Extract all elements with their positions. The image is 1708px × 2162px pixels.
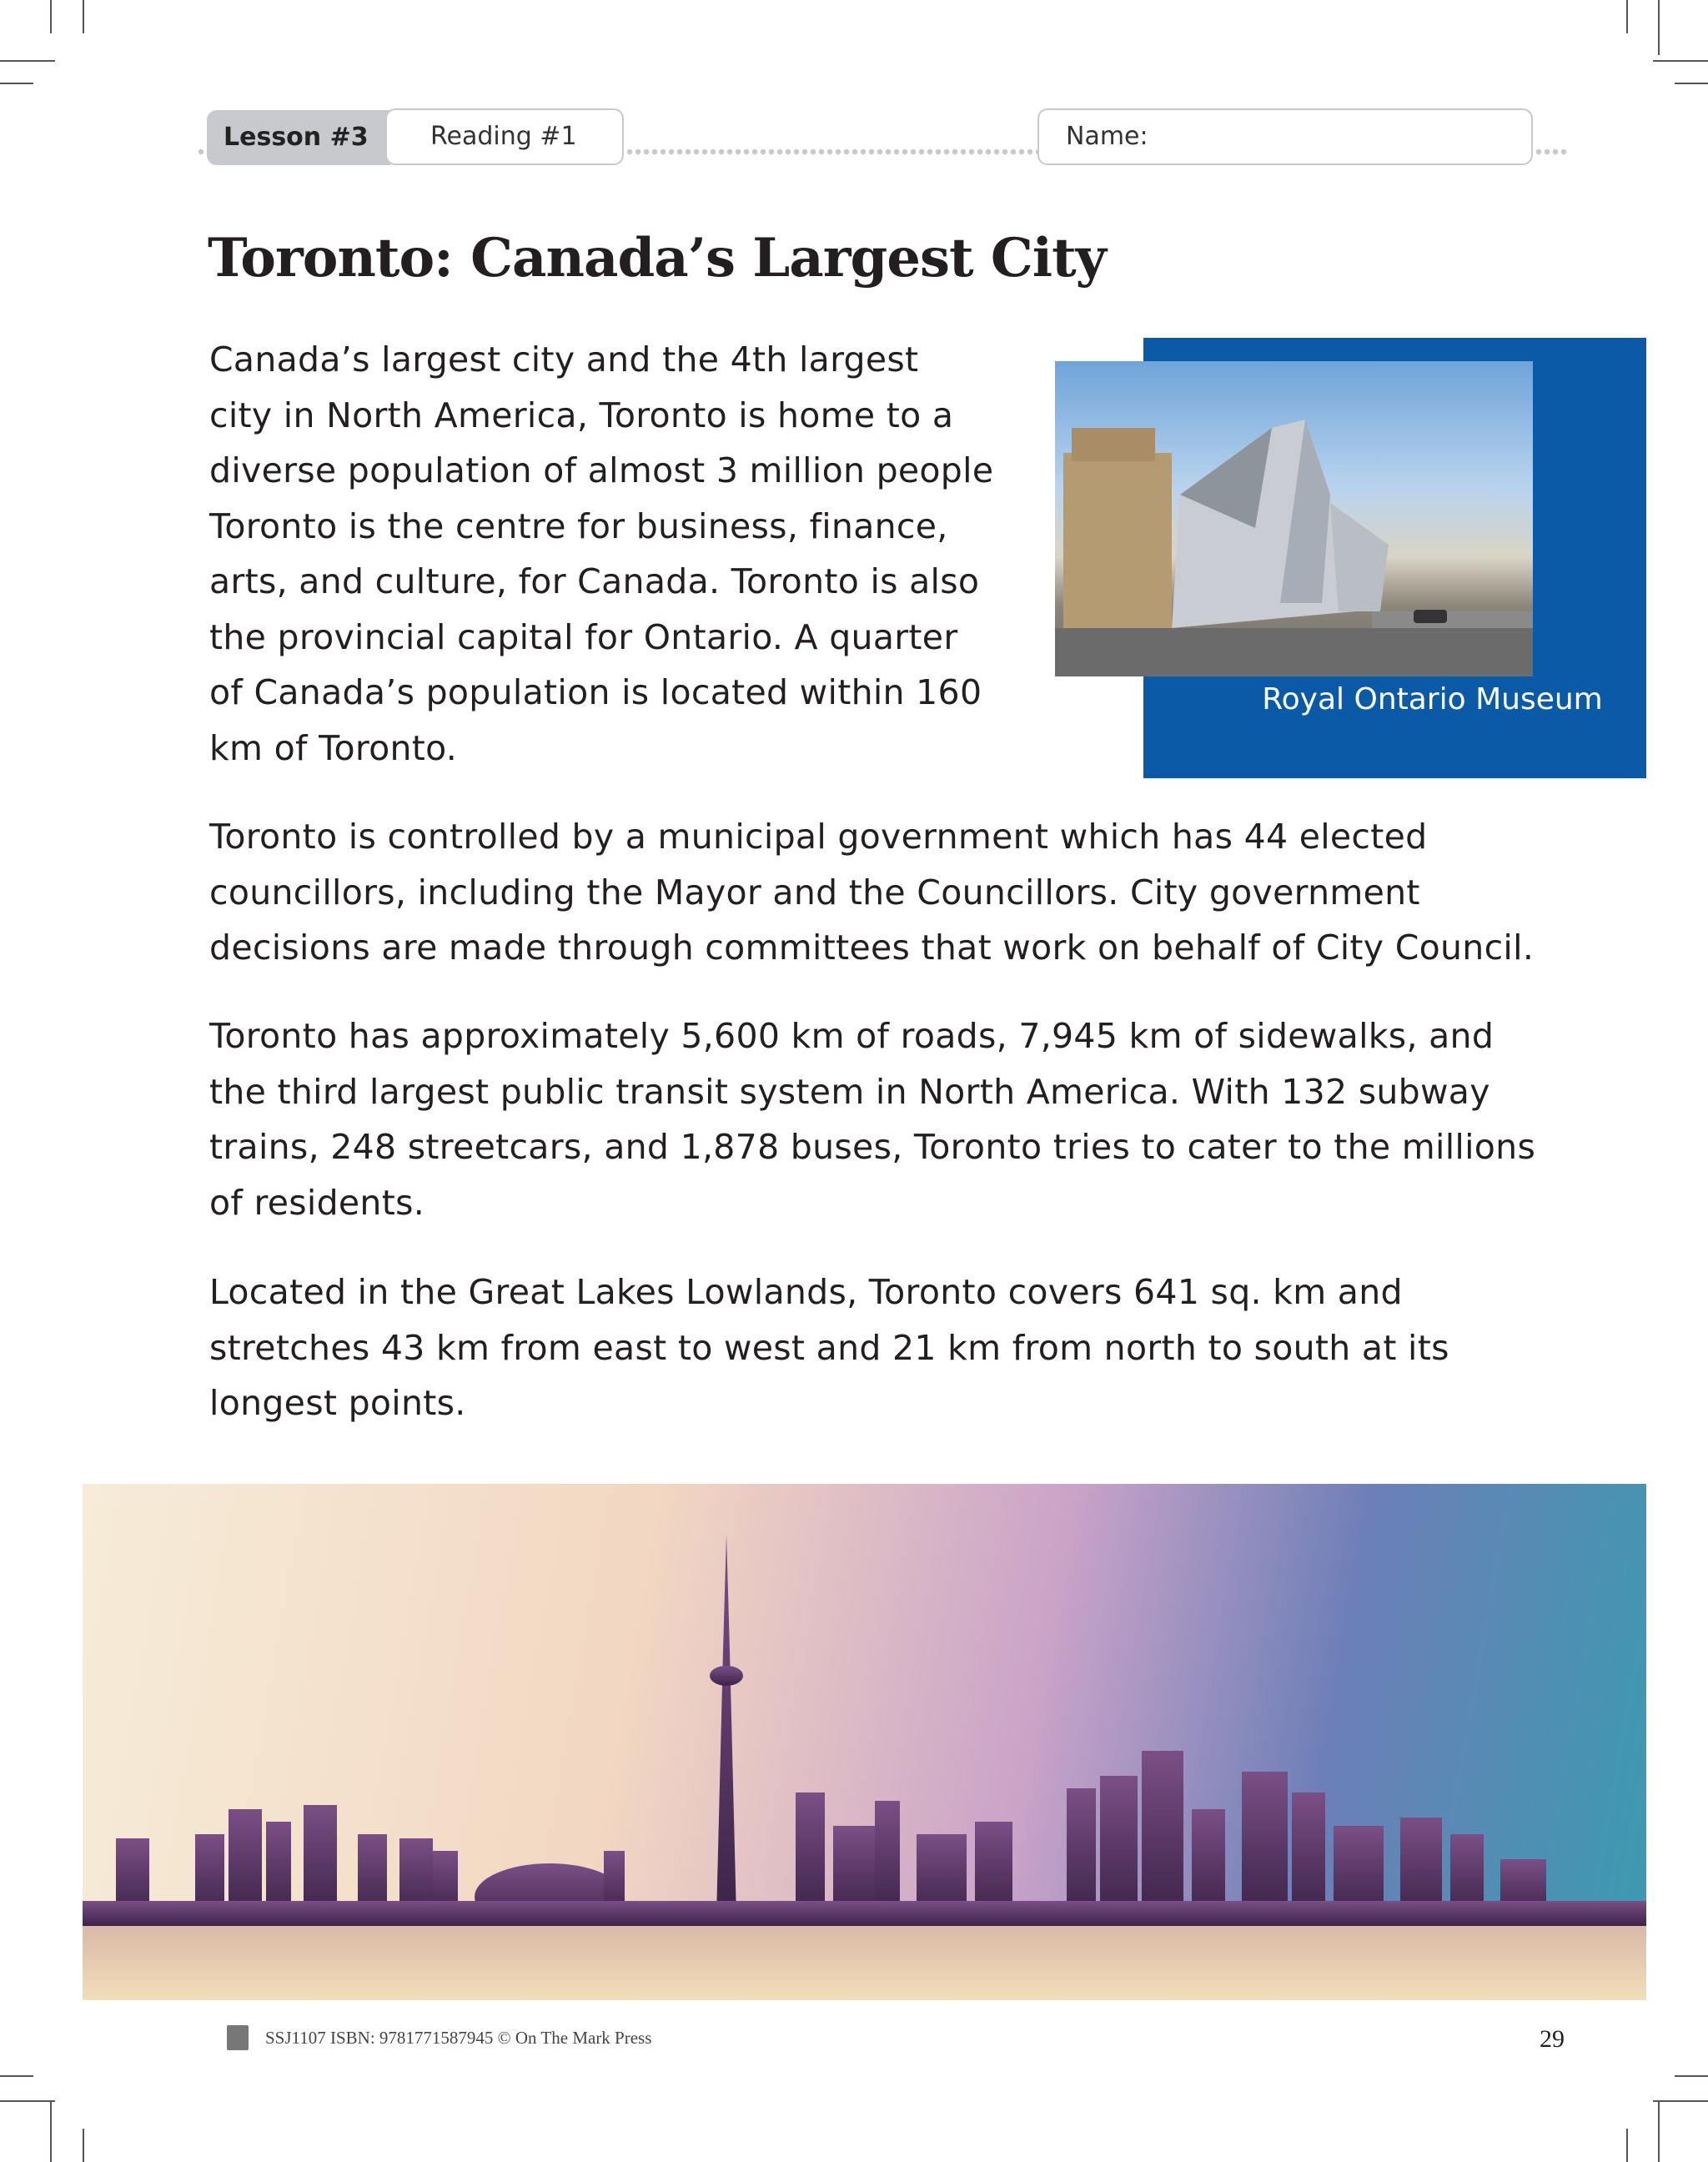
crop-mark xyxy=(0,2075,33,2077)
paragraph-2 xyxy=(209,809,1534,976)
text-line: the provincial capital for Ontario. A quarter xyxy=(209,616,958,657)
text-line: the third largest public transit system in North America. With 132 subway xyxy=(209,1071,1490,1112)
lesson-tab: Lesson #3 xyxy=(207,110,390,165)
dotted-line xyxy=(1535,148,1570,155)
crop-mark xyxy=(0,2100,55,2102)
crop-mark xyxy=(1675,2075,1708,2077)
crop-mark xyxy=(0,60,55,62)
book-icon xyxy=(227,2025,249,2050)
paragraph-4 xyxy=(209,1265,1449,1431)
text-line: city in North America, Toronto is home to a xyxy=(209,395,954,435)
name-field[interactable] xyxy=(1037,108,1533,165)
text-line: Toronto is the centre for business, finance, xyxy=(209,505,948,546)
text-line: stretches 43 km from east to west and 21 km from north to south at its xyxy=(209,1327,1449,1368)
footer-copyright: SSJ1107 ISBN: 9781771587945 © On The Mark Press xyxy=(265,2028,652,2048)
crop-mark xyxy=(0,83,33,84)
text-line: arts, and culture, for Canada. Toronto is also xyxy=(209,561,980,601)
page-title: Toronto: Canada’s Largest City xyxy=(208,227,1106,289)
text-line: of residents. xyxy=(209,1182,425,1223)
paragraph-1 xyxy=(209,332,993,776)
crop-mark xyxy=(83,2129,84,2162)
crop-mark xyxy=(1653,2100,1708,2102)
text-line: of Canada’s population is located within 160 xyxy=(209,672,982,712)
text-line: Toronto is controlled by a municipal government which has 44 elected xyxy=(209,817,1428,857)
crop-mark xyxy=(83,0,84,33)
text-line: Canada’s largest city and the 4th largest xyxy=(209,339,919,380)
crop-mark xyxy=(1653,60,1708,62)
text-line: trains, 248 streetcars, and 1,878 buses, Toronto tries to cater to the millions xyxy=(209,1127,1536,1167)
text-line: diverse population of almost 3 million people xyxy=(209,450,994,490)
crop-mark xyxy=(50,2102,52,2162)
text-line: km of Toronto. xyxy=(209,727,458,768)
crop-mark xyxy=(1675,83,1708,84)
museum-photo xyxy=(1055,361,1533,676)
crop-mark xyxy=(1626,2129,1628,2162)
crop-mark xyxy=(50,0,52,33)
text-line: decisions are made through committees that work on behalf of City Council. xyxy=(209,928,1535,968)
name-label: Name: xyxy=(1066,122,1148,151)
text-line: Toronto has approximately 5,600 km of roads, 7,945 km of sidewalks, and xyxy=(209,1016,1494,1056)
page-number: 29 xyxy=(1540,2025,1565,2053)
paragraph-3 xyxy=(209,1008,1535,1230)
text-line: Located in the Great Lakes Lowlands, Toronto covers 641 sq. km and xyxy=(209,1272,1403,1312)
reading-tab: Reading #1 xyxy=(385,108,624,165)
crop-mark xyxy=(1658,2102,1660,2162)
dotted-line xyxy=(625,148,1037,155)
crop-mark xyxy=(1658,0,1660,55)
text-line: longest points. xyxy=(209,1383,466,1423)
crop-mark xyxy=(1626,0,1628,33)
text-line: councillors, including the Mayor and the Councillors. City government xyxy=(209,872,1420,913)
figure-caption: Royal Ontario Museum xyxy=(1262,682,1603,716)
toronto-skyline-photo xyxy=(83,1484,1646,2000)
